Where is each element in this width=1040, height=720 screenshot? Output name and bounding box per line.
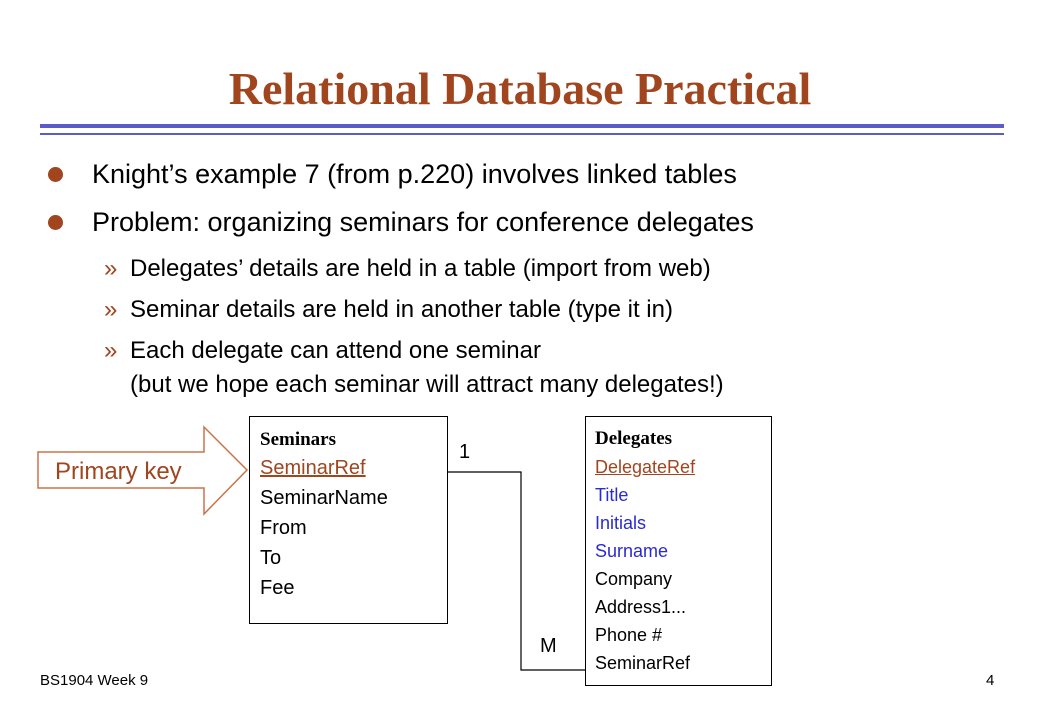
sub-bullet-text: (but we hope each seminar will attract many delegates!): [130, 371, 724, 398]
sub-bullet-marker: »: [104, 255, 118, 282]
seminars-table-title: Seminars: [260, 429, 336, 450]
seminars-field: From: [260, 517, 307, 539]
sub-bullet-text: Each delegate can attend one seminar: [130, 337, 541, 364]
delegates-table-title: Delegates: [595, 428, 673, 449]
sub-bullet-marker: »: [104, 296, 118, 323]
delegates-field: SeminarRef: [595, 653, 691, 673]
sub-bullet-text: Delegates’ details are held in a table (import from web): [130, 255, 711, 282]
delegates-field: Initials: [595, 513, 647, 533]
seminars-field: SeminarRef: [260, 457, 366, 479]
delegates-field: DelegateRef: [595, 457, 696, 477]
bullet-text: Problem: organizing seminars for conference delegates: [92, 207, 754, 237]
delegates-field: Phone #: [595, 625, 663, 645]
cardinality-one-label: 1: [459, 441, 471, 463]
delegates-table: [585, 416, 772, 686]
footer-course-label: BS1904 Week 9: [40, 672, 149, 689]
seminars-table: [249, 416, 448, 624]
page-number: 4: [986, 672, 995, 689]
seminars-field: Fee: [260, 577, 295, 599]
delegates-field: Surname: [595, 541, 669, 561]
slide-title: Relational Database Practical: [228, 63, 812, 114]
sub-bullet-marker: »: [104, 337, 118, 364]
seminars-field: To: [260, 547, 282, 569]
sub-bullet-text: Seminar details are held in another table (type it in): [130, 296, 673, 323]
relationship-line: [446, 472, 585, 670]
primary-key-label: Primary key: [55, 458, 182, 485]
delegates-field: Title: [595, 485, 629, 505]
seminars-field: SeminarName: [260, 487, 388, 509]
bullet-text: Knight’s example 7 (from p.220) involves linked tables: [92, 159, 737, 189]
cardinality-many-label: M: [540, 635, 557, 657]
delegates-field: Address1...: [595, 597, 687, 617]
delegates-field: Company: [595, 569, 673, 589]
